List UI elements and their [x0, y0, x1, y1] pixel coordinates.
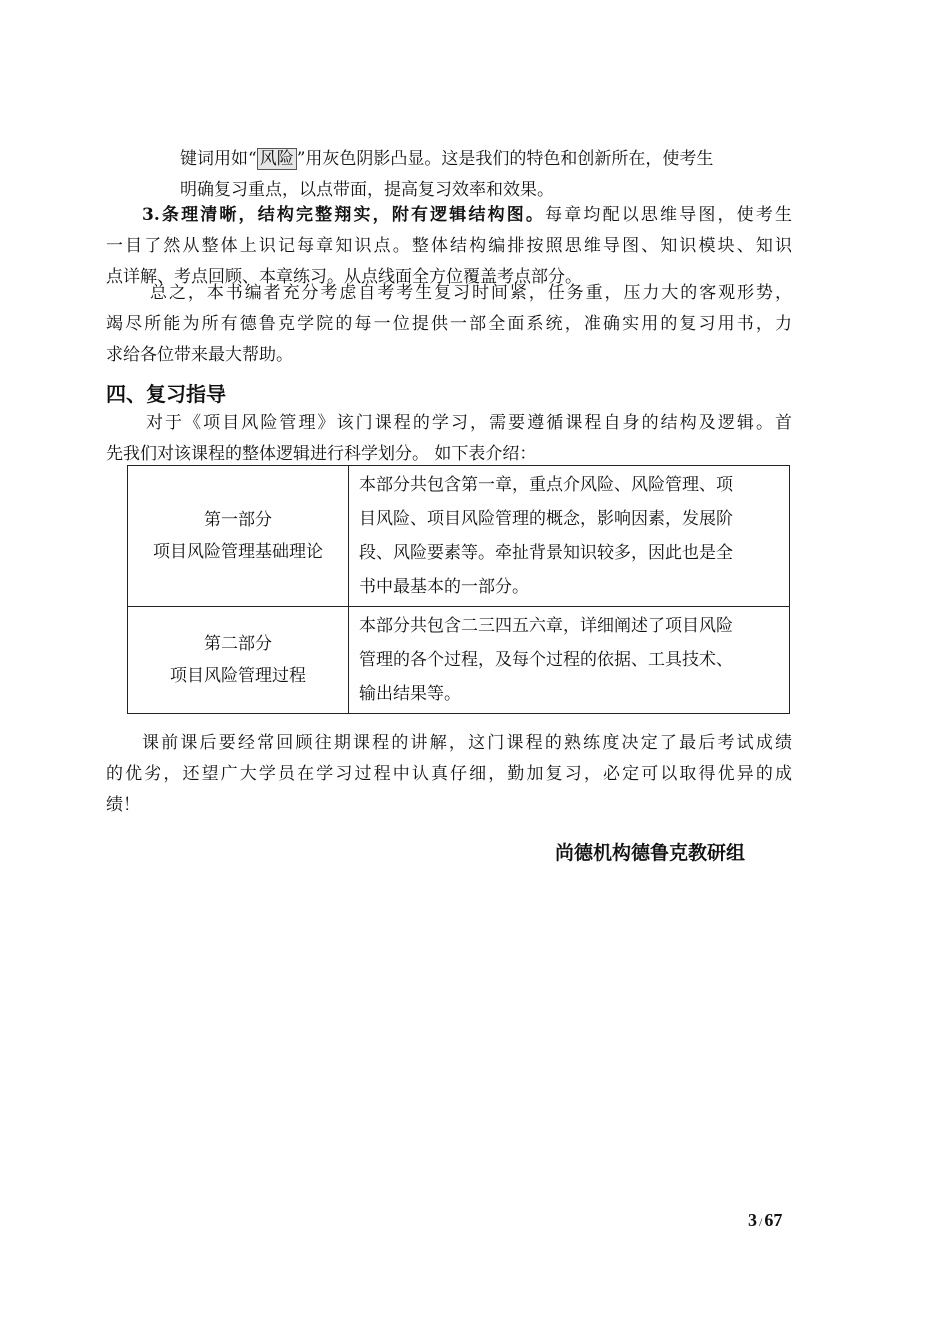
summary-paragraph	[106, 278, 792, 371]
total-pages: 67	[764, 1210, 783, 1230]
para2-line2: 一目了然从整体上识记每章知识点。整体结构编排按照思维导图、知识模块、知识	[106, 236, 792, 256]
para3-line1: 总之，本书编者充分考虑自考考生复习时间紧，任务重，压力大的客观形势，	[150, 283, 792, 303]
part-label-cell	[128, 607, 349, 714]
part-description-line: 输出结果等。	[359, 684, 461, 704]
para3-line2: 竭尽所能为所有德鲁克学院的每一位提供一部全面系统，准确实用的复习用书，力	[106, 314, 792, 334]
para5-line1: 课前课后要经常回顾往期课程的讲解，这门课程的熟练度决定了最后考试成绩	[142, 733, 792, 753]
table-row	[128, 607, 790, 714]
course-parts-table	[127, 465, 790, 714]
para1-text-pre: 键词用如“	[180, 149, 257, 169]
page-number	[748, 1210, 782, 1231]
para2-line1-rest: 每章均配以思维导图，使考生	[545, 205, 793, 225]
section-heading: 四、复习指导	[106, 382, 226, 406]
part-description-line: 本部分共包含第一章，重点介风险、风险管理、项	[359, 475, 733, 495]
part-name: 项目风险管理过程	[170, 666, 306, 686]
part-number: 第二部分	[204, 634, 272, 654]
part-description-line: 目风险、项目风险管理的概念，影响因素，发展阶	[359, 509, 733, 529]
para1-line2: 明确复习重点，以点带面，提高复习效率和效果。	[180, 180, 554, 200]
part-number: 第一部分	[204, 510, 272, 530]
para1-text-post: ”用灰色阴影凸显。这是我们的特色和创新所在，使考生	[296, 149, 714, 169]
para2-bold-lead: 3.条理清晰，结构完整翔实，附有逻辑结构图。	[142, 205, 546, 225]
closing-paragraph	[106, 728, 792, 821]
part-description-cell	[349, 607, 790, 714]
part-description-line: 管理的各个过程，及每个过程的依据、工具技术、	[359, 650, 733, 670]
highlighted-keyword: 风险	[257, 148, 297, 170]
page-separator: /	[759, 1215, 763, 1229]
part-description-line: 本部分共包含二三四五六章，详细阐述了项目风险	[359, 616, 733, 636]
para4-line1: 对于《项目风险管理》该门课程的学习，需要遵循课程自身的结构及逻辑。首	[146, 413, 792, 433]
table-row	[128, 466, 790, 607]
para4-line2: 先我们对该课程的整体逻辑进行科学划分。 如下表介绍：	[106, 444, 537, 464]
part-description-line: 书中最基本的一部分。	[359, 577, 529, 597]
part-label-cell	[128, 466, 349, 607]
part-description-line: 段、风险要素等。牵扯背景知识较多，因此也是全	[359, 543, 733, 563]
part-description-cell	[349, 466, 790, 607]
para2-line3: 点详解、考点回顾、本章练习。从点线面全方位覆盖考点部分。	[106, 267, 582, 287]
signature: 尚德机构德鲁克教研组	[555, 842, 746, 864]
para5-line2: 的优劣，还望广大学员在学习过程中认真仔细，勤加复习，必定可以取得优异的成	[106, 764, 792, 784]
intro-paragraph	[106, 408, 792, 470]
current-page: 3	[748, 1210, 757, 1230]
part-name: 项目风险管理基础理论	[153, 542, 323, 562]
para5-line3: 绩！	[106, 795, 140, 815]
keyword-highlight-paragraph	[180, 144, 792, 206]
para3-line3: 求给各位带来最大帮助。	[106, 345, 293, 365]
